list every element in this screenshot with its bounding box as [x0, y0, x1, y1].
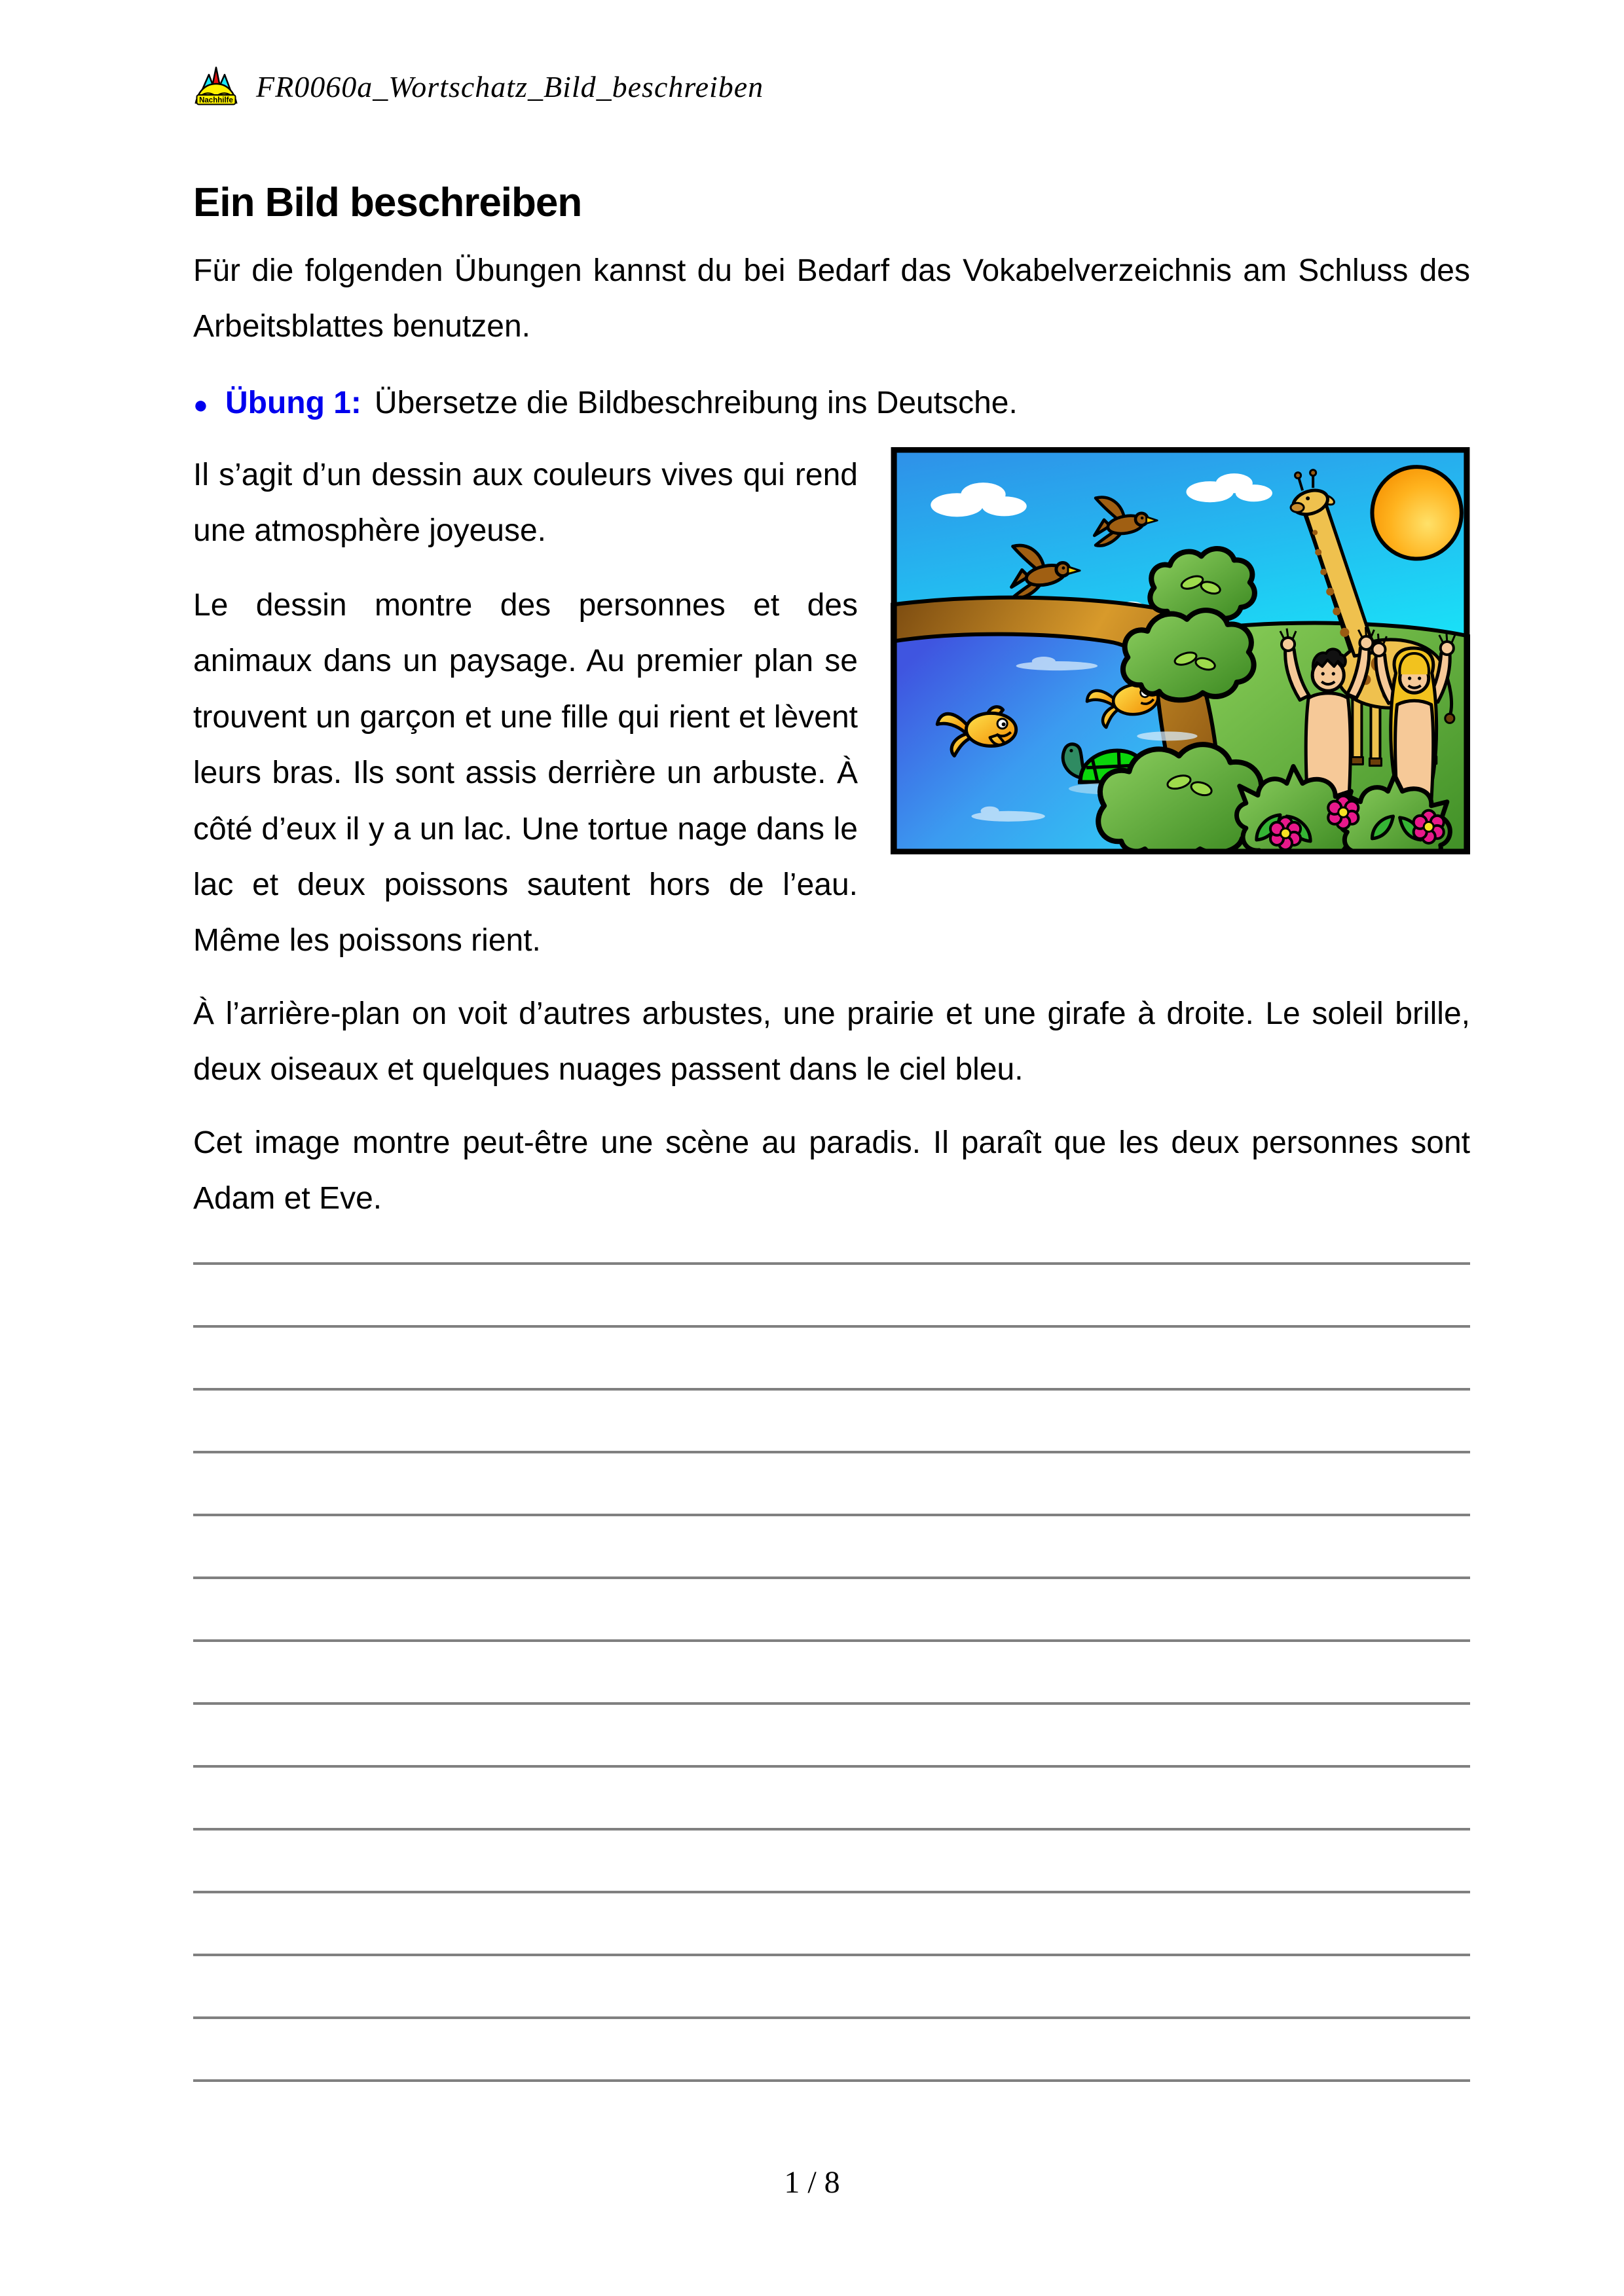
- description-paragraph-1: Il s’agit d’un dessin aux couleurs vives qui rend une atmosphère joyeuse.: [193, 457, 858, 549]
- document-title-header: FR0060a_Wortschatz_Bild_beschreiben: [256, 69, 764, 103]
- writing-lines: [193, 1262, 1470, 2082]
- exercise-label: Übung 1:: [225, 385, 361, 420]
- nachhilfe-logo-icon: [193, 65, 239, 107]
- writing-line: [193, 1514, 1470, 1516]
- description-section: [193, 447, 1470, 969]
- writing-line: [193, 1891, 1470, 1893]
- page-content: [193, 65, 1470, 2082]
- writing-line: [193, 1702, 1470, 1705]
- description-paragraph-3: À l’arrière-plan on voit d’autres arbustes, une prairie et une girafe à droite. Le soleil brille, deux oiseaux et quelques nuages passent dans le ciel bleu.: [193, 996, 1470, 1087]
- writing-line: [193, 1262, 1470, 1265]
- intro-paragraph: Für die folgenden Übungen kannst du bei Bedarf das Vokabelverzeichnis am Schluss des Arbeitsblattes benutzen.: [193, 253, 1470, 344]
- description-paragraph-2: Le dessin montre des personnes et des animaux dans un paysage. Au premier plan se trouvent un garçon et une fille qui rient et lèvent leurs bras. Ils sont assis derrière un arbuste. À côté d’eux il y a un lac. Une tortue nage dans le lac et deux poissons sautent hors de l’eau. Même les poissons rient.: [193, 587, 858, 958]
- bullet-icon: ●: [193, 391, 208, 419]
- writing-line: [193, 1576, 1470, 1579]
- writing-line: [193, 1765, 1470, 1768]
- paradise-illustration: [891, 447, 1470, 854]
- exercise-instruction: Übersetze die Bildbeschreibung ins Deutsche.: [374, 385, 1018, 420]
- sun: [1372, 467, 1461, 558]
- writing-line: [193, 1954, 1470, 1956]
- writing-line: [193, 1451, 1470, 1453]
- exercise-heading: [193, 385, 1470, 421]
- page-header: [193, 65, 1470, 107]
- writing-line: [193, 1639, 1470, 1642]
- writing-line: [193, 2016, 1470, 2019]
- writing-line: [193, 1388, 1470, 1391]
- description-text-column: [193, 447, 858, 969]
- page-title: Ein Bild beschreiben: [193, 180, 582, 225]
- writing-line: [193, 2079, 1470, 2082]
- writing-line: [193, 1828, 1470, 1831]
- description-paragraph-4: Cet image montre peut-être une scène au paradis. Il paraît que les deux personnes sont Adam et Eve.: [193, 1125, 1470, 1216]
- logo-text: Nachhilfe: [199, 96, 233, 105]
- writing-line: [193, 1325, 1470, 1328]
- page-number: 1 / 8: [784, 2165, 840, 2200]
